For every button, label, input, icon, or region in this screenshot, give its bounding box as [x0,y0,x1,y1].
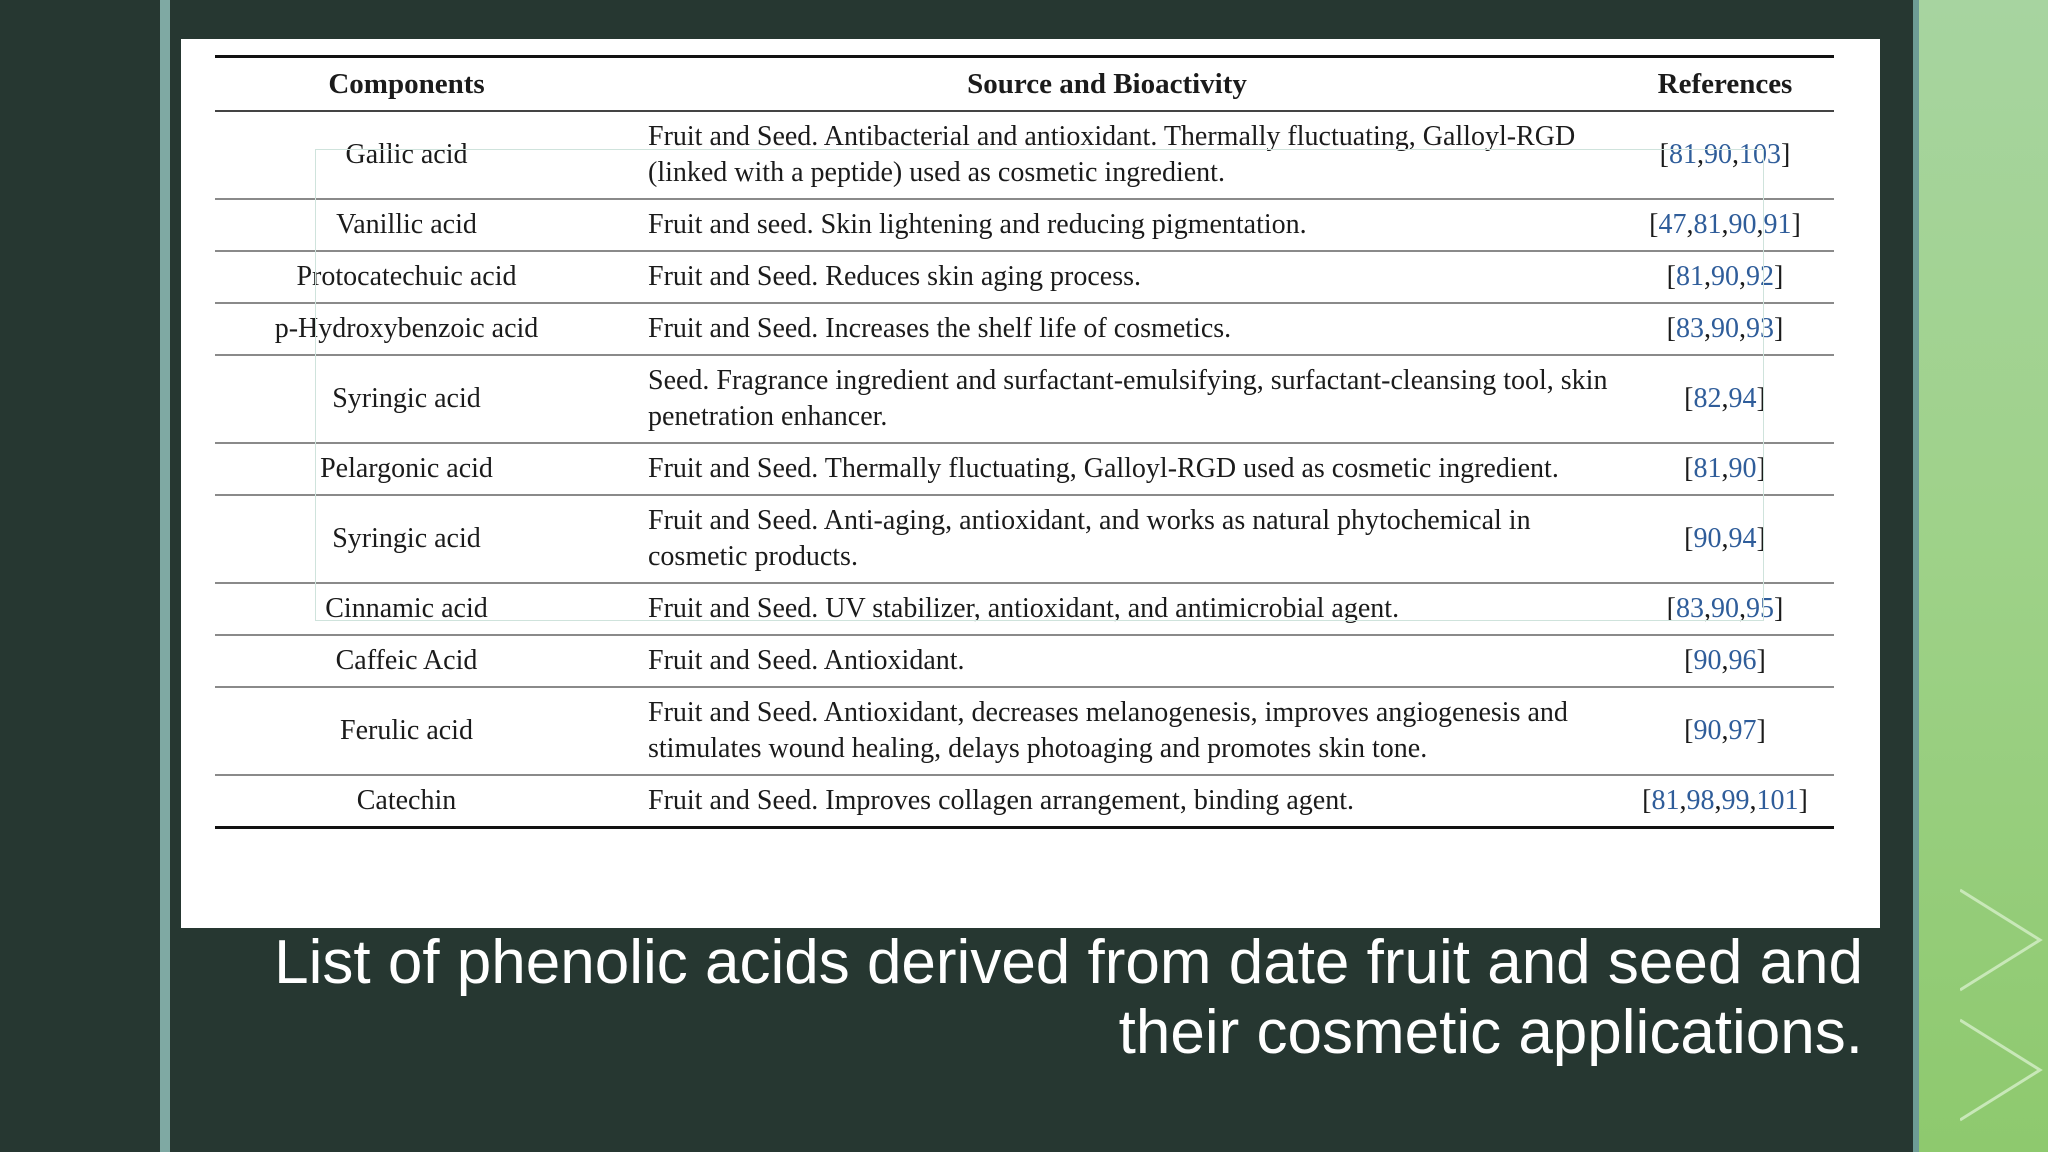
cell-component: Cinnamic acid [215,583,598,635]
reference-link[interactable]: 94 [1728,523,1757,554]
cell-source: Fruit and Seed. UV stabilizer, antioxidant, and antimicrobial agent. [598,583,1616,635]
cell-references: [81,90] [1616,443,1834,495]
reference-link[interactable]: 91 [1763,209,1792,240]
reference-link[interactable]: 90 [1693,715,1722,746]
table-row [215,303,1834,355]
caption-line-1: List of phenolic acids derived from date fruit and seed and [274,928,1863,997]
reference-link[interactable]: 93 [1746,313,1774,344]
reference-link[interactable]: 83 [1676,313,1704,344]
header-components: Components [215,57,598,112]
reference-link[interactable]: 96 [1728,645,1757,676]
header-source: Source and Bioactivity [598,57,1616,112]
table-row [215,355,1834,443]
reference-link[interactable]: 81 [1651,785,1680,816]
cell-references: [81,98,99,101] [1616,775,1834,828]
reference-link[interactable]: 97 [1728,715,1757,746]
slide-caption [163,928,1863,1068]
cell-source: Fruit and seed. Skin lightening and reducing pigmentation. [598,199,1616,251]
cell-component: Syringic acid [215,355,598,443]
reference-link[interactable]: 81 [1676,261,1704,292]
reference-link[interactable]: 90 [1693,523,1722,554]
caption-line-2: their cosmetic applications. [1118,998,1863,1067]
cell-component: Catechin [215,775,598,828]
table-row [215,111,1834,199]
cell-source: Fruit and Seed. Antioxidant. [598,635,1616,687]
cell-component: Pelargonic acid [215,443,598,495]
table-row [215,775,1834,828]
reference-link[interactable]: 94 [1728,383,1757,414]
reference-link[interactable]: 90 [1704,139,1732,170]
table-row [215,199,1834,251]
reference-link[interactable]: 83 [1676,593,1704,624]
cell-source: Fruit and Seed. Improves collagen arrangement, binding agent. [598,775,1616,828]
chevron-decor-icon [1960,880,2048,1140]
cell-references: [90,97] [1616,687,1834,775]
cell-source: Seed. Fragrance ingredient and surfactant-emulsifying, surfactant-cleansing tool, skin penetration enhancer. [598,355,1616,443]
cell-component: Protocatechuic acid [215,251,598,303]
cell-references: [47,81,90,91] [1616,199,1834,251]
table-row [215,635,1834,687]
cell-references: [81,90,92] [1616,251,1834,303]
table-row [215,443,1834,495]
table-card [181,39,1880,928]
reference-link[interactable]: 98 [1686,785,1715,816]
reference-link[interactable]: 47 [1658,209,1687,240]
cell-references: [83,90,95] [1616,583,1834,635]
cell-references: [81,90,103] [1616,111,1834,199]
reference-link[interactable]: 99 [1721,785,1750,816]
table-row [215,495,1834,583]
right-decor-panel [1913,0,2048,1152]
cell-component: Caffeic Acid [215,635,598,687]
reference-link[interactable]: 103 [1739,139,1781,170]
reference-link[interactable]: 90 [1693,645,1722,676]
reference-link[interactable]: 81 [1693,209,1722,240]
cell-source: Fruit and Seed. Antibacterial and antioxidant. Thermally fluctuating, Galloyl-RGD (linked with a peptide) used as cosmetic ingredient. [598,111,1616,199]
cell-source: Fruit and Seed. Anti-aging, antioxidant, and works as natural phytochemical in cosmetic products. [598,495,1616,583]
table-row [215,583,1834,635]
reference-link[interactable]: 90 [1728,453,1757,484]
reference-link[interactable]: 81 [1693,453,1722,484]
cell-references: [83,90,93] [1616,303,1834,355]
cell-references: [90,94] [1616,495,1834,583]
cell-component: Gallic acid [215,111,598,199]
table-row [215,687,1834,775]
cell-source: Fruit and Seed. Thermally fluctuating, Galloyl-RGD used as cosmetic ingredient. [598,443,1616,495]
reference-link[interactable]: 90 [1711,261,1739,292]
reference-link[interactable]: 90 [1711,313,1739,344]
cell-component: p-Hydroxybenzoic acid [215,303,598,355]
reference-link[interactable]: 92 [1746,261,1774,292]
cell-source: Fruit and Seed. Antioxidant, decreases melanogenesis, improves angiogenesis and stimulates wound healing, delays photoaging and promotes skin tone. [598,687,1616,775]
reference-link[interactable]: 90 [1711,593,1739,624]
phenolic-acids-table [215,55,1834,829]
table-row [215,251,1834,303]
reference-link[interactable]: 82 [1693,383,1722,414]
cell-component: Ferulic acid [215,687,598,775]
cell-source: Fruit and Seed. Reduces skin aging process. [598,251,1616,303]
cell-source: Fruit and Seed. Increases the shelf life of cosmetics. [598,303,1616,355]
reference-link[interactable]: 90 [1728,209,1757,240]
header-references: References [1616,57,1834,112]
reference-link[interactable]: 81 [1669,139,1697,170]
cell-component: Vanillic acid [215,199,598,251]
cell-component: Syringic acid [215,495,598,583]
table-header-row [215,57,1834,112]
cell-references: [82,94] [1616,355,1834,443]
cell-references: [90,96] [1616,635,1834,687]
reference-link[interactable]: 101 [1756,785,1799,816]
reference-link[interactable]: 95 [1746,593,1774,624]
